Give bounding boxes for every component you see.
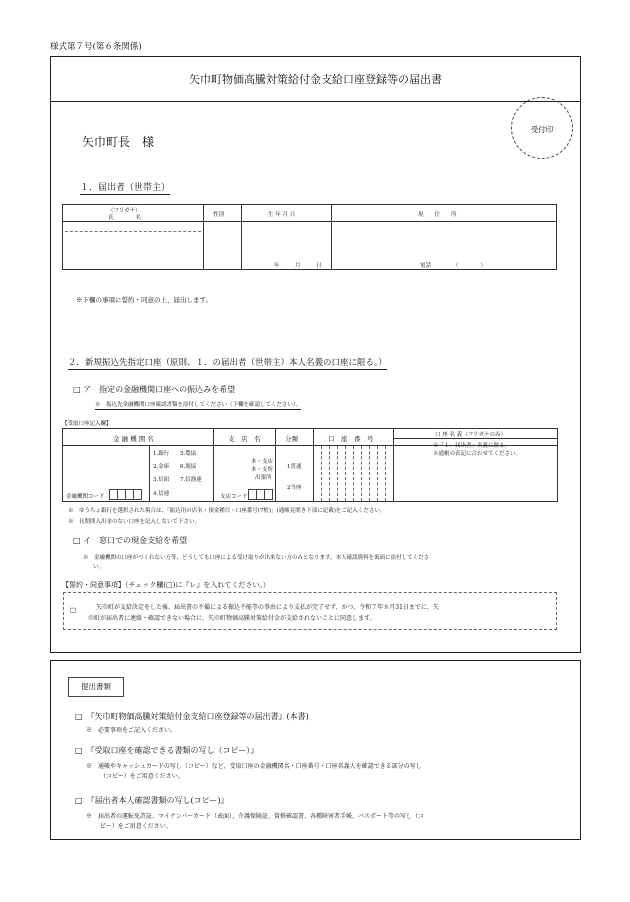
consent-text-1: 矢巾町が支給決定をした後、届出書の不備による振込不能等の事由により支払が完了せず、かつ、令和７年８月31日までに、矢 <box>96 604 439 611</box>
option-b-checkbox[interactable]: □ イ 窓口での現金支給を希望 <box>73 536 188 545</box>
consent-box <box>63 592 557 630</box>
submission-item-1-note: ※ 必要事項をご記入ください。 <box>86 727 177 734</box>
stamp-label: 受付印 <box>530 125 554 134</box>
bank-code-label: 金融機関コード <box>66 494 105 500</box>
form-number: 様式第７号(第６条関係) <box>50 42 142 52</box>
branch-code-label: 支店コード <box>220 494 248 500</box>
gender-label: 性別 <box>213 212 225 218</box>
holder-note-1: ※「１．届出者」名義に限る。 <box>433 443 511 449</box>
consent-text-2: 巾町が届出者に連絡・確認できない場合に、矢巾町物価高騰対策給付金が支給されないことに同意します。 <box>88 615 376 622</box>
phone-field[interactable]: （ ） <box>453 263 487 269</box>
col-holder: 口 座 名 義（フリガナのみ） <box>435 432 506 438</box>
branch-type-1: 本・支店 <box>251 459 274 465</box>
bank-type-5: 5.農協 <box>180 451 197 457</box>
branch-type-3: 出張所 <box>255 475 272 481</box>
col-bank: 金 融 機 関 名 <box>113 435 154 443</box>
submission-item-3-note-2: ピー）をご用意ください。 <box>100 823 172 830</box>
name-label: 氏 名 <box>108 215 142 221</box>
bank-type-4: 4.信連 <box>153 491 170 497</box>
pledge-note: ※下欄の事項に誓約・同意の上、届出します。 <box>76 296 212 304</box>
option-a-note: ※ 振込先金融機関口座確認書類を添付してください（下欄を確認してください）。 <box>95 402 302 408</box>
dob-month: 月 <box>295 263 301 269</box>
furigana-label: （フリガナ） <box>108 208 141 214</box>
long-term-note: ※ 長期間入出金のない口座を記入しないで下さい。 <box>68 519 201 525</box>
col-account: 口 座 番 号 <box>328 435 374 443</box>
account-number-field[interactable] <box>321 446 393 501</box>
submission-item-2-note-2: （コピー）をご用意ください。 <box>100 773 184 780</box>
class-checking[interactable]: 2当座 <box>287 485 302 491</box>
section1-heading: １．届出者（世帯主） <box>80 180 170 195</box>
consent-heading: 【誓約・同意事項】（チェック欄(□)に『レ』を入れてください。） <box>62 581 270 589</box>
bank-type-7: 7.信漁連 <box>180 477 202 483</box>
address-field[interactable] <box>332 222 556 268</box>
option-a-checkbox[interactable]: □ ア 指定の金融機関口座への振込みを希望 <box>73 385 236 394</box>
addressee: 矢巾町長 様 <box>82 135 155 149</box>
submission-item-1: □ 『矢巾町物価高騰対策給付金支給口座登録等の届出書』(本書) <box>75 712 309 721</box>
address-label: 現 住 所 <box>418 212 457 218</box>
dob-day: 日 <box>316 263 322 269</box>
gender-field[interactable] <box>204 222 240 268</box>
submission-item-2: □ 『受取口座を確認できる書類の写し（コピー）』 <box>75 746 259 755</box>
option-b-note-2: い。 <box>93 564 105 570</box>
section2-heading: ２．新規振込先指定口座（原則、１．の届出者（世帯主）本人名義の口座に限る。） <box>68 358 387 368</box>
bank-type-2: 2.金庫 <box>153 464 170 470</box>
applicant-name-field[interactable] <box>65 233 201 268</box>
applicant-table <box>62 204 557 270</box>
consent-checkbox[interactable]: □ <box>70 606 77 614</box>
class-ordinary[interactable]: 1普通 <box>287 464 302 470</box>
phone-label: 電話 <box>420 263 432 269</box>
col-branch: 支 店 名 <box>228 435 261 443</box>
branch-code-field[interactable] <box>248 489 272 500</box>
account-holder-field[interactable] <box>394 459 557 501</box>
bank-account-table <box>62 428 558 502</box>
post-bank-note: ※ ゆうちょ銀行を選択された場合は、「振込用の店名・預金種目・口座番号(7桁)」(通帳見開き下部に記載)をご記入ください。 <box>68 508 386 514</box>
reception-stamp-area <box>511 97 573 159</box>
holder-note-2: ※通帳の表記に合わせてください。 <box>433 451 522 457</box>
dob-label: 生 年 月 日 <box>268 212 296 218</box>
bank-type-3: 3.信組 <box>153 477 170 483</box>
dob-year: 年 <box>274 263 280 269</box>
submission-item-3-note-1: ※ 届出者の運転免許証、マイナンバーカード（表面）、介護保険証、資格確認書、各種障害者手帳、パスポート等の写し（コ <box>86 813 425 820</box>
bank-name-field[interactable] <box>64 446 149 488</box>
bank-table-label: 【受取口座記入欄】 <box>62 421 112 427</box>
bank-type-1: 1.銀行 <box>153 451 170 457</box>
col-class: 分類 <box>285 435 298 443</box>
option-b-note-1: ※ 金融機関の口座がつくれない方等、どうしても口座による受け取りが出来ない方のみとなります。本人確認資料を裏面に添付してくださ <box>83 555 430 561</box>
bank-code-field[interactable] <box>109 489 141 500</box>
submission-title: 提出書類 <box>68 677 124 697</box>
submission-item-3: □ 『届出者本人確認書類の写し(コピー)』 <box>75 796 229 805</box>
branch-type-2: 本・支所 <box>251 467 274 473</box>
bank-type-6: 6.漁協 <box>180 464 197 470</box>
submission-item-2-note-1: ※ 通帳やキャッシュカードの写し（コピー）など、受取口座の金融機関名・口座番号・口座名義人を確認できる部分の写し <box>86 763 422 770</box>
form-title: 矢巾町物価高騰対策給付金支給口座登録等の届出書 <box>189 73 442 86</box>
